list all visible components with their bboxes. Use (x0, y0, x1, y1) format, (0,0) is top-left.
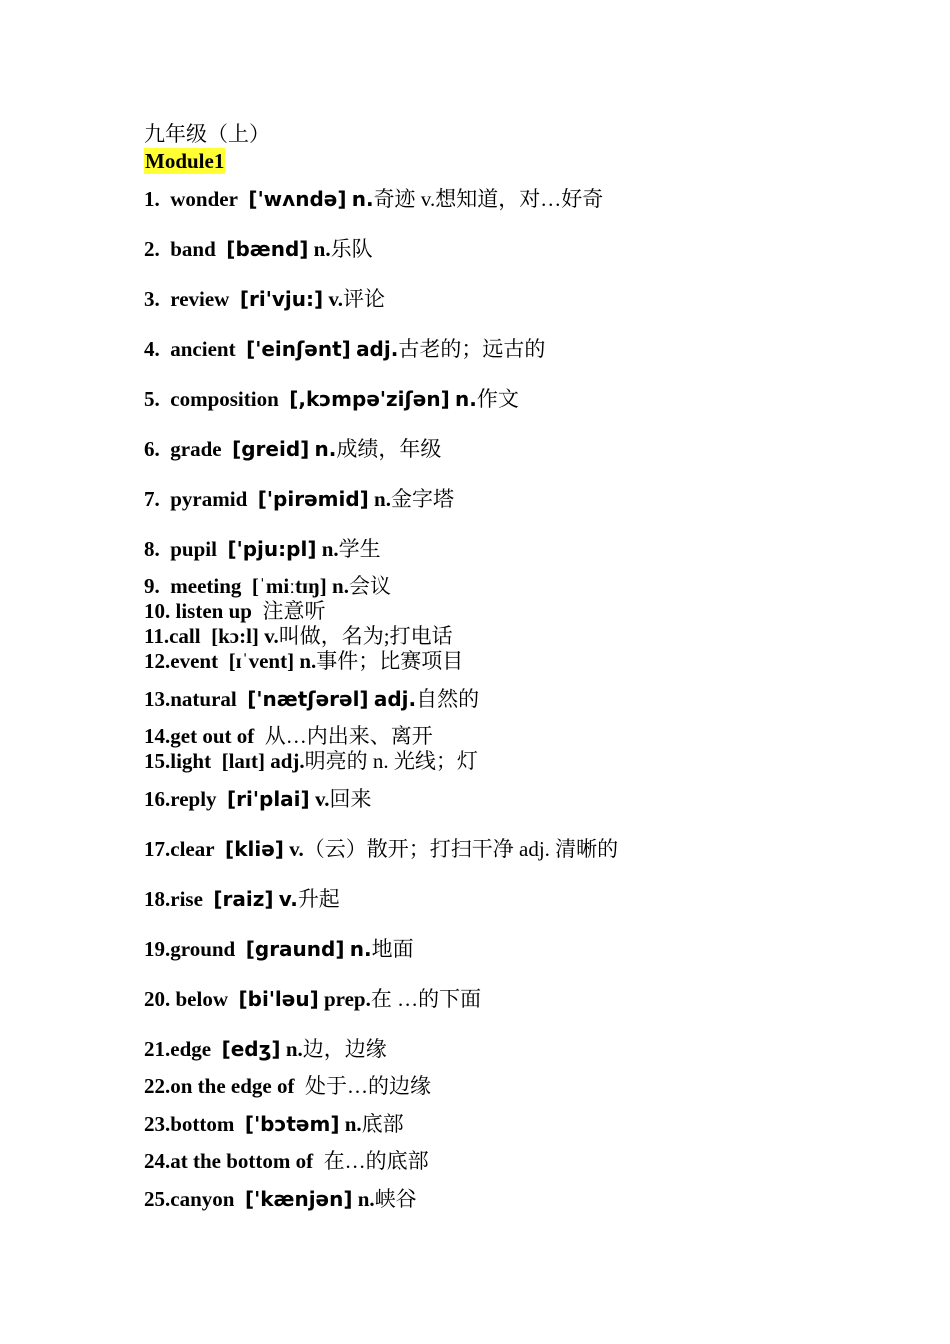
vocab-entry (144, 386, 519, 412)
entry-number: 4. (144, 337, 160, 361)
entry-meaning: 底部 (361, 1112, 404, 1136)
entry-phonetic: ['pju:pl] (227, 537, 317, 561)
entry-word: meeting (170, 574, 242, 598)
entry-meaning: 乐队 (330, 237, 373, 261)
entry-word: light (170, 749, 212, 773)
entry-part-of-speech: prep. (323, 987, 371, 1011)
entry-part-of-speech: n. (314, 437, 337, 461)
vocab-entry (144, 186, 603, 212)
entry-meaning: 叫做，名为;打电话 (278, 624, 453, 648)
entry-part-of-speech: v. (328, 287, 343, 311)
entry-part-of-speech: n. (455, 387, 477, 411)
entry-phonetic: [raiz] (213, 887, 274, 911)
entry-phonetic: ['nætʃərəl] (247, 687, 369, 711)
vocab-entry (144, 286, 385, 312)
entry-meaning: 明亮的 n. 光线；灯 (304, 749, 478, 773)
vocab-entry (144, 486, 454, 512)
entry-number: 3. (144, 287, 160, 311)
entry-number: 10. (144, 599, 171, 623)
vocab-entry (144, 1073, 431, 1099)
entry-meaning: 边，边缘 (302, 1037, 387, 1061)
entry-number: 21. (144, 1037, 171, 1061)
entry-phonetic: [bi'ləu] (238, 987, 319, 1011)
entry-number: 5. (144, 387, 160, 411)
vocab-entry (144, 623, 453, 649)
vocab-entry (144, 723, 433, 749)
entry-phonetic: [greid] (232, 437, 310, 461)
entry-number: 9. (144, 574, 160, 598)
entry-word: bottom (170, 1112, 235, 1136)
entry-meaning: 成绩，年级 (336, 437, 442, 461)
entry-meaning: 金字塔 (390, 487, 454, 511)
entry-phonetic: [ri'plai] (227, 787, 310, 811)
entry-meaning: 在…的底部 (323, 1149, 429, 1173)
entry-word: composition (170, 387, 279, 411)
entry-phonetic: [kliə] (225, 837, 284, 861)
entry-phonetic: [graund] (245, 937, 345, 961)
entry-number: 7. (144, 487, 160, 511)
vocab-entry (144, 748, 478, 774)
entry-meaning: （云）散开；打扫干净 adj. 清晰的 (303, 837, 619, 861)
vocab-entry (144, 1111, 404, 1137)
entry-phonetic: ['wʌndə] (248, 187, 347, 211)
entry-number: 14. (144, 724, 171, 748)
entry-part-of-speech: n. (351, 187, 374, 211)
entry-part-of-speech: v. (278, 887, 298, 911)
entry-meaning: 奇迹 v.想知道，对…好奇 (373, 187, 604, 211)
entry-word: pupil (170, 537, 217, 561)
entry-word: reply (170, 787, 217, 811)
entry-phonetic: [ˈmiːtɪŋ] (251, 574, 327, 598)
vocab-entry (144, 236, 373, 262)
entry-part-of-speech: n. (332, 574, 349, 598)
entry-word: listen up (175, 599, 252, 623)
vocab-entry (144, 573, 391, 599)
vocab-entry (144, 1148, 429, 1174)
entry-word: below (175, 987, 228, 1011)
entry-word: band (170, 237, 216, 261)
entry-part-of-speech: n. (374, 487, 391, 511)
entry-number: 8. (144, 537, 160, 561)
entry-meaning: 事件；比赛项目 (316, 649, 464, 673)
vocab-entry (144, 1036, 387, 1062)
entry-number: 25. (144, 1187, 171, 1211)
entry-phonetic: [edʒ] (221, 1037, 281, 1061)
entry-word: rise (170, 887, 203, 911)
entry-number: 22. (144, 1074, 171, 1098)
entry-number: 15. (144, 749, 171, 773)
entry-number: 23. (144, 1112, 171, 1136)
vocab-entry (144, 336, 545, 362)
entry-number: 24. (144, 1149, 171, 1173)
entry-word: event (170, 649, 219, 673)
entry-phonetic: ['bɔtəm] (244, 1112, 340, 1136)
entry-meaning: 作文 (476, 387, 519, 411)
entry-phonetic: [laɪt] (221, 749, 265, 773)
entry-part-of-speech: adj. (270, 749, 305, 773)
entry-word: edge (170, 1037, 212, 1061)
entry-part-of-speech: adj. (356, 337, 399, 361)
entry-meaning: 自然的 (416, 687, 480, 711)
entry-part-of-speech: n. (313, 237, 331, 261)
entry-phonetic: [ɪˈvent] (228, 649, 295, 673)
entry-meaning: 地面 (371, 937, 414, 961)
entry-word: on the edge of (170, 1074, 295, 1098)
entry-number: 11. (144, 624, 170, 648)
vocab-entry (144, 836, 618, 862)
entry-phonetic: ['pirəmid] (257, 487, 369, 511)
vocab-entry (144, 686, 479, 712)
entry-word: call (169, 624, 201, 648)
entry-number: 12. (144, 649, 171, 673)
vocab-entry (144, 1186, 417, 1212)
grade-heading: 九年级（上） (144, 122, 270, 146)
vocab-entry (144, 886, 340, 912)
entry-word: natural (170, 687, 237, 711)
entry-part-of-speech: n. (357, 1187, 375, 1211)
entry-meaning: 升起 (297, 887, 340, 911)
entry-number: 13. (144, 687, 171, 711)
entry-word: clear (170, 837, 215, 861)
entry-phonetic: [ri'vju:] (239, 287, 324, 311)
entry-word: grade (170, 437, 222, 461)
entry-word: ground (170, 937, 236, 961)
entry-part-of-speech: n. (285, 1037, 303, 1061)
entry-meaning: 会议 (348, 574, 391, 598)
entry-meaning: 古老的；远古的 (398, 337, 546, 361)
vocab-entry (144, 786, 372, 812)
entry-word: review (170, 287, 230, 311)
entry-meaning: 注意听 (262, 599, 326, 623)
entry-word: at the bottom of (170, 1149, 314, 1173)
entry-phonetic: [,kɔmpə'ziʃən] (289, 387, 450, 411)
entry-part-of-speech: v. (289, 837, 304, 861)
vocab-entry (144, 598, 325, 624)
vocab-entry (144, 648, 463, 674)
entry-meaning: 从…内出来、离开 (264, 724, 433, 748)
module-heading: Module1 (145, 149, 225, 173)
entry-meaning: 学生 (338, 537, 381, 561)
entry-part-of-speech: n. (299, 649, 317, 673)
vocab-entry (144, 936, 414, 962)
entry-part-of-speech: v. (264, 624, 279, 648)
entry-meaning: 回来 (329, 787, 372, 811)
entry-number: 2. (144, 237, 160, 261)
entry-number: 18. (144, 887, 171, 911)
entry-number: 6. (144, 437, 160, 461)
vocab-entry (144, 436, 441, 462)
entry-meaning: 在 …的下面 (370, 987, 482, 1011)
entry-meaning: 处于…的边缘 (305, 1074, 431, 1098)
entry-word: wonder (170, 187, 238, 211)
entry-word: pyramid (170, 487, 248, 511)
vocab-entry (144, 986, 481, 1012)
entry-word: canyon (170, 1187, 235, 1211)
entry-part-of-speech: v. (314, 787, 330, 811)
entry-part-of-speech: n. (344, 1112, 362, 1136)
vocab-entry (144, 536, 381, 562)
entry-phonetic: ['kænjən] (244, 1187, 353, 1211)
entry-number: 16. (144, 787, 171, 811)
entry-word: ancient (170, 337, 236, 361)
entry-meaning: 峡谷 (374, 1187, 417, 1211)
entry-number: 1. (144, 187, 160, 211)
entry-meaning: 评论 (342, 287, 385, 311)
entry-part-of-speech: n. (349, 937, 372, 961)
entry-part-of-speech: adj. (373, 687, 417, 711)
entry-part-of-speech: n. (321, 537, 339, 561)
entry-number: 17. (144, 837, 171, 861)
entry-phonetic: [kɔ:l] (211, 624, 259, 648)
entry-phonetic: ['einʃənt] (246, 337, 351, 361)
entry-number: 20. (144, 987, 171, 1011)
entry-phonetic: [bænd] (226, 237, 309, 261)
entry-word: get out of (170, 724, 255, 748)
entry-number: 19. (144, 937, 171, 961)
